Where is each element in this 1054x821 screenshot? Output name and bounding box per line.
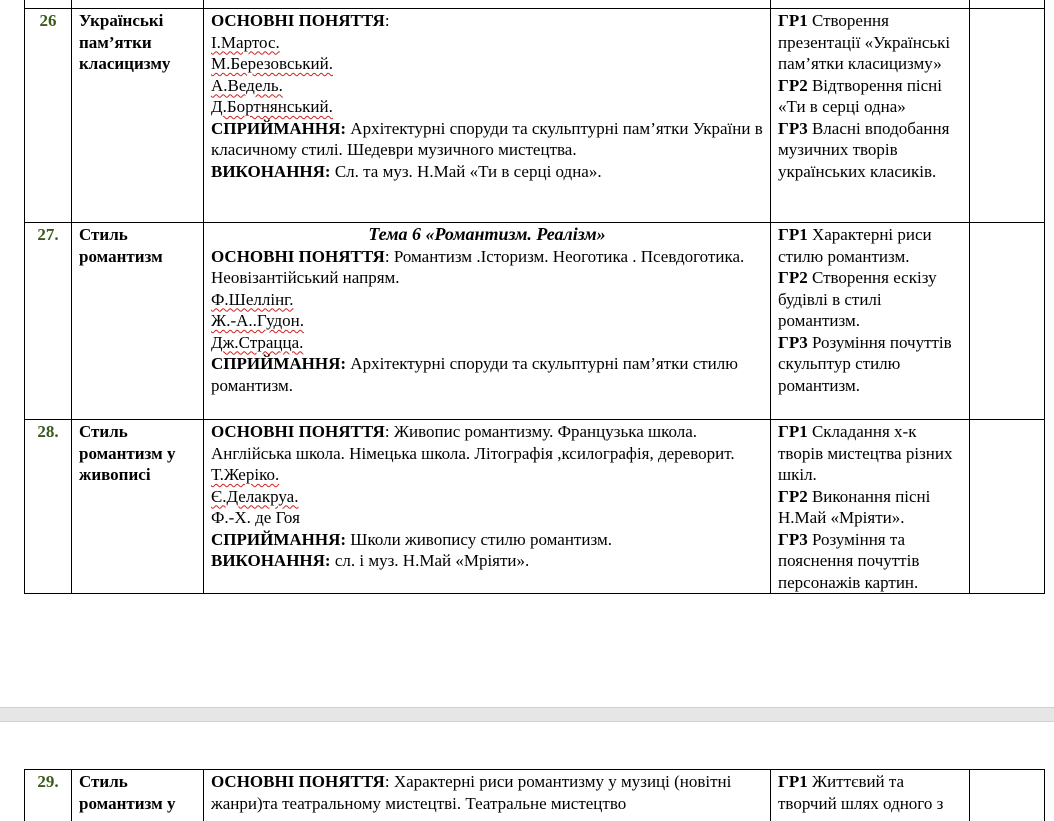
group-label: ГР1 <box>778 772 808 791</box>
perception-text: Архітектурні споруди та скульптурні пам’ятки стилю романтизм. <box>211 354 738 395</box>
notes-cell <box>970 420 1045 594</box>
name-item: М.Березовський. <box>211 54 333 73</box>
group-text: Створення презентації «Українські пам’ятки класицизму» <box>778 11 951 73</box>
lesson-content <box>204 770 771 821</box>
lesson-plan-table-continued <box>24 769 1045 821</box>
perception-label: СПРИЙМАННЯ: <box>211 354 347 373</box>
lesson-number: 28. <box>25 420 72 594</box>
group-text: Виконання пісні Н.Май «Мріяти». <box>778 486 931 527</box>
table-row <box>25 9 1045 223</box>
name-item: Д.Бортнянський. <box>211 97 333 116</box>
lesson-topic: Стиль романтизм <box>72 223 204 420</box>
concepts-label: ОСНОВНІ ПОНЯТТЯ <box>211 246 385 266</box>
lesson-content <box>204 9 771 223</box>
notes-cell <box>970 770 1045 821</box>
lesson-topic: Стиль романтизм у <box>72 770 204 821</box>
group-text: Створення ескізу будівлі в стилі романтизм. <box>778 268 937 330</box>
group-text: Життєвий та творчий шлях одного з <box>778 772 944 813</box>
name-item: Є.Делакруа. <box>211 486 299 506</box>
perception-text: Школи живопису стилю романтизм. <box>346 529 612 549</box>
lesson-content <box>204 420 771 594</box>
name-item: А.Ведель. <box>211 75 283 95</box>
perception-text: Архітектурні споруди та скульптурні пам’ятки України в класичному стилі. Шедеври музичного мистецтва. <box>211 118 763 159</box>
name-item: Т.Жеріко. <box>211 465 280 484</box>
group-label: ГР2 <box>778 268 808 287</box>
document-page-2 <box>0 722 1054 821</box>
lesson-plan-table <box>24 0 1045 594</box>
lesson-number: 27. <box>25 223 72 420</box>
table-row <box>25 223 1045 420</box>
name-item: Ф.Шеллінг. <box>211 289 294 309</box>
performance-label: ВИКОНАННЯ: <box>211 161 331 181</box>
group-tasks <box>771 420 970 594</box>
group-label: ГР3 <box>778 332 808 352</box>
group-tasks <box>771 9 970 223</box>
group-text: Власні вподобання музичних творів українських класиків. <box>778 118 950 181</box>
name-item: Ж.-А..Гудон. <box>211 311 305 330</box>
group-tasks <box>771 223 970 420</box>
group-text: Відтворення пісні «Ти в серці одна» <box>778 75 943 116</box>
performance-text: сл. і муз. Н.Май «Мріяти». <box>330 551 530 570</box>
perception-label: СПРИЙМАННЯ: <box>211 118 347 138</box>
concepts-text: : Характерні риси романтизму у музиці (новітні жанри)та театральному мистецтві. Театральне мистецтво <box>211 772 732 813</box>
group-text: Складання х-к творів мистецтва різних шкіл. <box>778 422 953 484</box>
table-row-previous <box>25 0 1045 9</box>
lesson-topic: Українські пам’ятки класицизму <box>72 9 204 223</box>
group-label: ГР3 <box>778 118 808 138</box>
notes-cell <box>970 223 1045 420</box>
name-item: Ф.-Х. де Гоя <box>211 508 300 527</box>
performance-text: Сл. та муз. Н.Май «Ти в серці одна». <box>330 161 602 181</box>
lesson-topic: Стиль романтизм у живописі <box>72 420 204 594</box>
table-row <box>25 420 1045 594</box>
lesson-content <box>204 223 771 420</box>
theme-heading: Тема 6 «Романтизм. Реалізм» <box>368 224 606 244</box>
concepts-text: : Живопис романтизму. Французька школа. Англійська школа. Німецька школа. Літографія ,ксилографія, дереворит. <box>211 422 735 463</box>
group-label: ГР2 <box>778 75 808 95</box>
group-label: ГР1 <box>778 422 808 441</box>
group-tasks <box>771 770 970 821</box>
concepts-text: : Романтизм .Історизм. Неоготика . Псевдоготика. Неовізантійський напрям. <box>211 246 745 287</box>
group-text: Розуміння почуттів скульптур стилю романтизм. <box>778 332 952 395</box>
notes-cell <box>970 9 1045 223</box>
group-text: Розуміння та пояснення почуттів персонажів картин. <box>778 529 920 592</box>
group-label: ГР1 <box>778 225 808 244</box>
group-label: ГР1 <box>778 11 808 30</box>
group-label: ГР2 <box>778 486 808 506</box>
perception-label: СПРИЙМАННЯ: <box>211 529 347 549</box>
lesson-number: 29. <box>25 770 72 821</box>
group-text: Характерні риси стилю романтизм. <box>778 225 932 266</box>
concepts-label: ОСНОВНІ ПОНЯТТЯ <box>211 772 385 791</box>
concepts-label: ОСНОВНІ ПОНЯТТЯ <box>211 11 385 30</box>
concepts-text: : <box>384 11 390 30</box>
concepts-label: ОСНОВНІ ПОНЯТТЯ <box>211 422 385 441</box>
performance-label: ВИКОНАННЯ: <box>211 551 331 570</box>
table-row <box>25 770 1045 821</box>
name-item: Дж.Страцца. <box>211 332 304 352</box>
page-break <box>0 707 1054 722</box>
name-item: І.Мартос. <box>211 32 280 52</box>
lesson-number: 26 <box>25 9 72 223</box>
group-label: ГР3 <box>778 529 808 549</box>
